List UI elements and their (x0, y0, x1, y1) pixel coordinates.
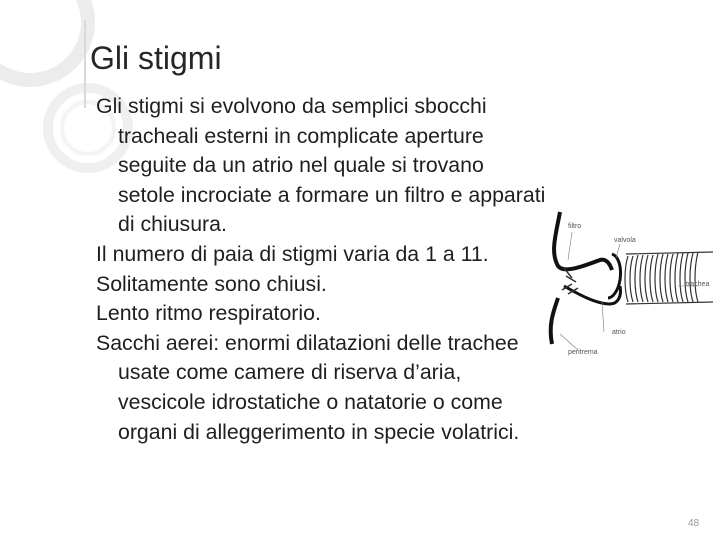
stigma-diagram (538, 194, 713, 360)
page-number: 48 (688, 518, 700, 529)
label-valvola: valvola (614, 237, 636, 244)
slide-title: Gli stigmi (90, 40, 222, 76)
paragraph-ritmo-respiratorio: Lento ritmo respiratorio. (96, 301, 321, 326)
label-peritrema: peritrema (568, 349, 598, 356)
trachea-tube (625, 252, 713, 304)
label-atrio: atrio (612, 329, 626, 336)
label-filtro: filtro (568, 223, 582, 230)
label-pointers (560, 232, 698, 350)
paragraph-sacchi-aerei: Sacchi aerei: enormi dilatazioni delle trachee usate come camere di riserva d’aria, vescicole idrostatiche o natatorie o come organi di alleggerimento in specie volatrici. (96, 330, 520, 444)
slide-body (96, 92, 546, 447)
valve (608, 254, 621, 298)
label-trachea: trachea (686, 281, 710, 288)
cuticle-upper (554, 212, 612, 270)
paragraph-stigmi-evoluzione: Gli stigmi si evolvono da semplici sbocchi tracheali esterni in complicate aperture seguite da un atrio nel quale si trovano setole incrociate a formare un filtro e apparati di chiusura. (96, 94, 546, 237)
cuticle-lower (551, 298, 558, 344)
title-divider (84, 20, 86, 108)
paragraph-numero-stigmi: Il numero di paia di stigmi varia da 1 a 11. (96, 241, 489, 266)
paragraph-chiusi: Solitamente sono chiusi. (96, 271, 327, 296)
